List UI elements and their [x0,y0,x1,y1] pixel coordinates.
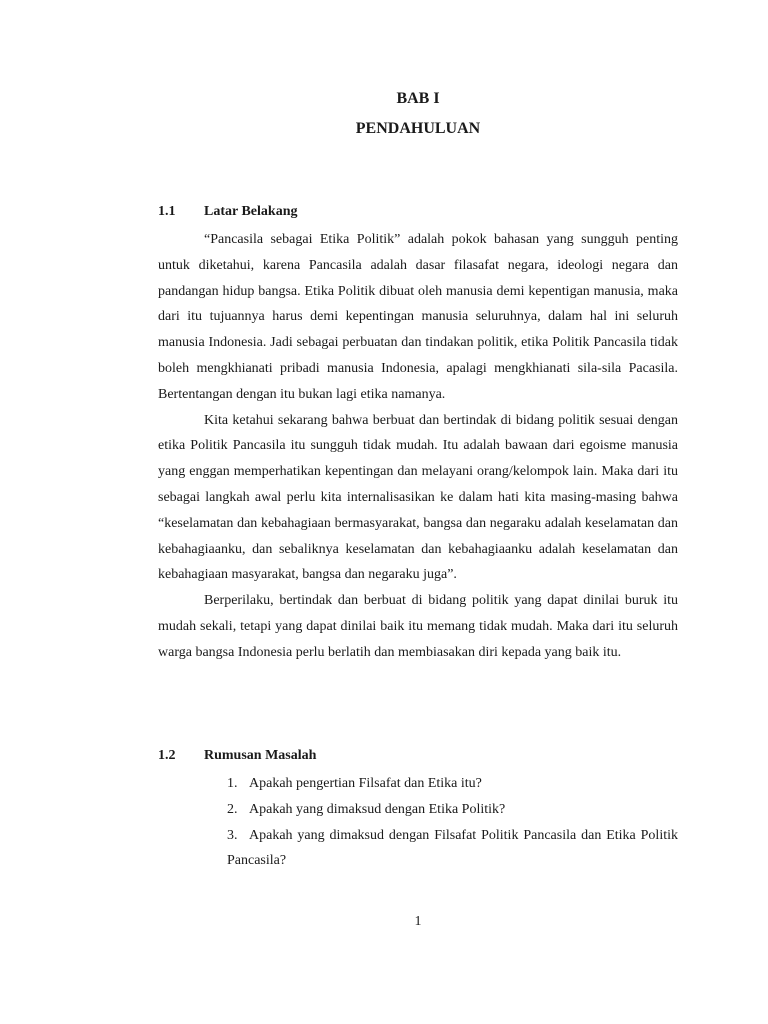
paragraph: “Pancasila sebagai Etika Politik” adalah pokok bahasan yang sungguh penting untuk diketahui, karena Pancasila adalah dasar filasafat negara, ideologi negara dan pandangan hidup bangsa. Etika Politik dibuat oleh manusia demi kepentigan manusia, maka dari itu tujuannya harus demi kepentingan manusia seluruhnya, dalam hal ini seluruh manusia Indonesia. Jadi sebagai perbuatan dan tindakan politik, etika Politik Pancasila tidak boleh mengkhianati pribadi manusia Indonesia, apalagi mengkhianati sila-sila Pacasila. Bertentangan dengan itu bukan lagi etika namanya. [158,232,678,402]
section-heading-latar-belakang [158,204,297,220]
section-heading-rumusan-masalah [158,748,316,764]
section-number: 1.2 [158,748,176,763]
list-text: Apakah yang dimaksud dengan Etika Politik? [249,801,506,817]
section-body-latar-belakang [158,227,678,666]
list-text: Apakah pengertian Filsafat dan Etika itu? [249,776,482,791]
chapter-number: BAB I [396,90,440,107]
page-number: 1 [414,914,422,929]
list-text: Apakah yang dimaksud dengan Filsafat Politik Pancasila dan Etika Politik Pancasila? [227,827,678,869]
section-number: 1.1 [158,204,176,219]
list-number: 3. [227,827,238,843]
list-number: 1. [227,776,238,791]
question-list [227,771,678,874]
chapter-title: PENDAHULUAN [355,120,481,137]
paragraph: Berperilaku, bertindak dan berbuat di bidang politik yang dapat dinilai buruk itu mudah sekali, tetapi yang dapat dinilai baik itu memang tidak mudah. Maka dari itu seluruh warga bangsa Indonesia perlu berlatih dan membiasakan diri kepada yang baik itu. [158,593,678,660]
section-title: Rumusan Masalah [204,748,317,763]
section-title: Latar Belakang [204,204,298,219]
list-number: 2. [227,801,238,817]
list-item [227,797,678,823]
list-item [227,771,678,797]
paragraph: Kita ketahui sekarang bahwa berbuat dan bertindak di bidang politik sesuai dengan etika Politik Pancasila itu sungguh tidak mudah. Itu adalah bawaan dari egoisme manusia yang enggan memperhatikan kepentingan dan melayani orang/kelompok lain. Maka dari itu sebagai langkah awal perlu kita internalisasikan ke dalam hati kita masing-masing bahwa “keselamatan dan kebahagiaan bermasyarakat, bangsa dan negaraku adalah keselamatan dan kebahagiaanku, dan sebaliknya keselamatan dan kebahagiaanku adalah keselamatan dan kebahagiaan masyarakat, bangsa dan negaraku juga”. [158,412,678,583]
list-item [227,823,678,875]
